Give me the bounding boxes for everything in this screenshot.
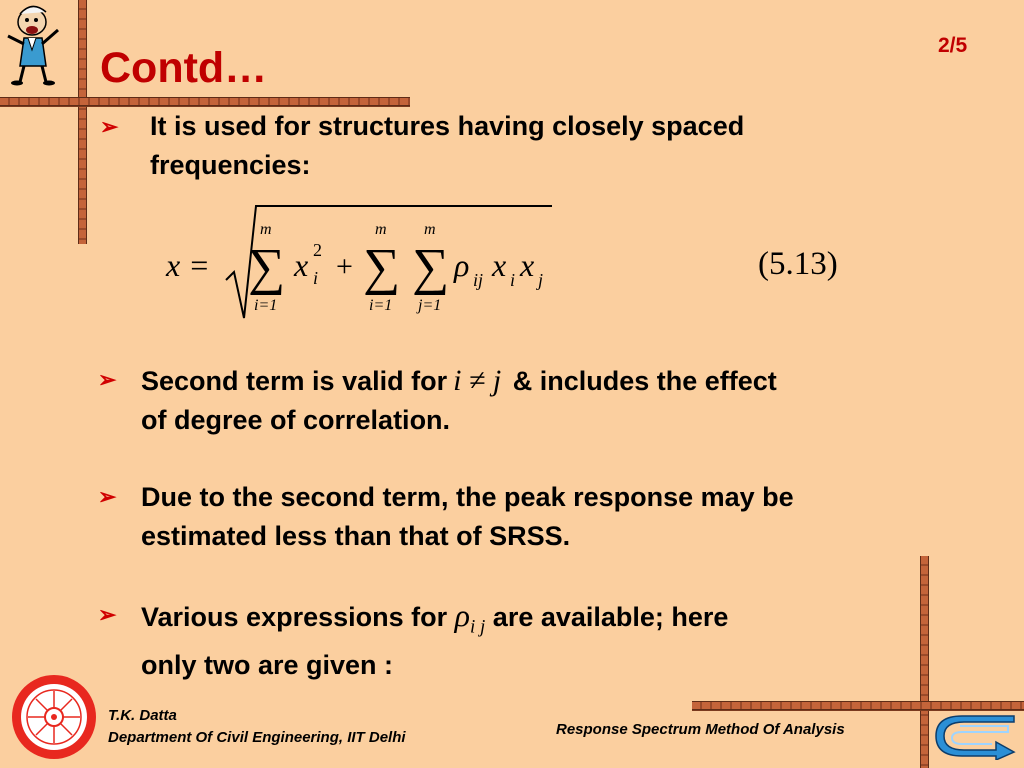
bullet-3: [141, 478, 794, 556]
inline-rho: ρ: [454, 597, 470, 633]
eq-rho: ρ: [454, 247, 470, 283]
cartoon-mascot-icon: [2, 0, 64, 86]
equation-5-13: [160, 200, 880, 325]
footer-department: Department Of Civil Engineering, IIT Delhi: [108, 729, 406, 746]
bullet-2-line2: of degree of correlation.: [141, 405, 451, 435]
footer-author: T.K. Datta: [108, 707, 177, 724]
eq-x-j-sub: j: [538, 270, 544, 290]
footer-author-block: [108, 705, 406, 749]
slide-title: Contd…: [100, 44, 268, 92]
bullet-1-line2: frequencies:: [150, 150, 311, 180]
eq-sum3-sigma: ∑: [412, 239, 450, 296]
eq-term1-var: x: [294, 247, 309, 283]
eq-sum1-lower: i=1: [254, 297, 278, 314]
bullet-arrow-icon: ➢: [98, 602, 117, 627]
bullet-3-line1: Due to the second term, the peak response may be: [141, 482, 794, 512]
iit-logo-icon: [10, 673, 98, 761]
eq-x-i-sub: i: [510, 270, 516, 290]
bullet-4-after: are available; here: [485, 602, 729, 632]
eq-sum2-sigma: ∑: [363, 239, 401, 296]
eq-plus: +: [336, 250, 353, 283]
decor-bar-horizontal-bottom: [692, 701, 1024, 710]
inline-condition: i ≠ j: [453, 364, 502, 397]
bullet-1-line1: It is used for structures having closely spaced: [150, 111, 745, 141]
eq-x-i: x: [492, 247, 507, 283]
bullet-arrow-icon: ➢: [98, 367, 117, 392]
eq-rho-sub: ij: [473, 270, 484, 290]
eq-number: (5.13): [758, 246, 838, 282]
return-arrow-icon[interactable]: [934, 712, 1020, 760]
bullet-3-line2: estimated less than that of SRSS.: [141, 521, 571, 551]
eq-sum1-upper: m: [260, 221, 272, 238]
eq-term1-sup: 2: [313, 240, 322, 260]
bullet-2-after: & includes the effect: [505, 366, 777, 396]
inline-rho-sub: i j: [469, 616, 486, 638]
decor-bar-vertical-bottom: [920, 556, 929, 768]
bullet-4-before: Various expressions for: [141, 602, 455, 632]
eq-sum2-upper: m: [375, 221, 387, 238]
eq-lhs: x =: [166, 247, 210, 283]
eq-x-j: x: [520, 247, 535, 283]
bullet-4: [141, 596, 728, 685]
bullet-2-before: Second term is valid for: [141, 366, 448, 396]
bullet-arrow-icon: ➢: [100, 114, 119, 139]
bullet-2: [141, 361, 777, 440]
bullet-1: [150, 107, 744, 185]
eq-sum3-upper: m: [424, 221, 436, 238]
bullet-arrow-icon: ➢: [98, 484, 117, 509]
eq-sum1-sigma: ∑: [248, 239, 286, 296]
eq-term1-sub: i: [313, 268, 319, 288]
footer-course-title: Response Spectrum Method Of Analysis: [556, 721, 845, 738]
bullet-4-line2: only two are given :: [141, 650, 394, 681]
eq-sum3-lower: j=1: [418, 297, 442, 314]
page-number: 2/5: [938, 34, 968, 57]
decor-bar-vertical-top: [78, 0, 87, 244]
decor-bar-horizontal-top: [0, 97, 410, 106]
eq-sum2-lower: i=1: [369, 297, 393, 314]
